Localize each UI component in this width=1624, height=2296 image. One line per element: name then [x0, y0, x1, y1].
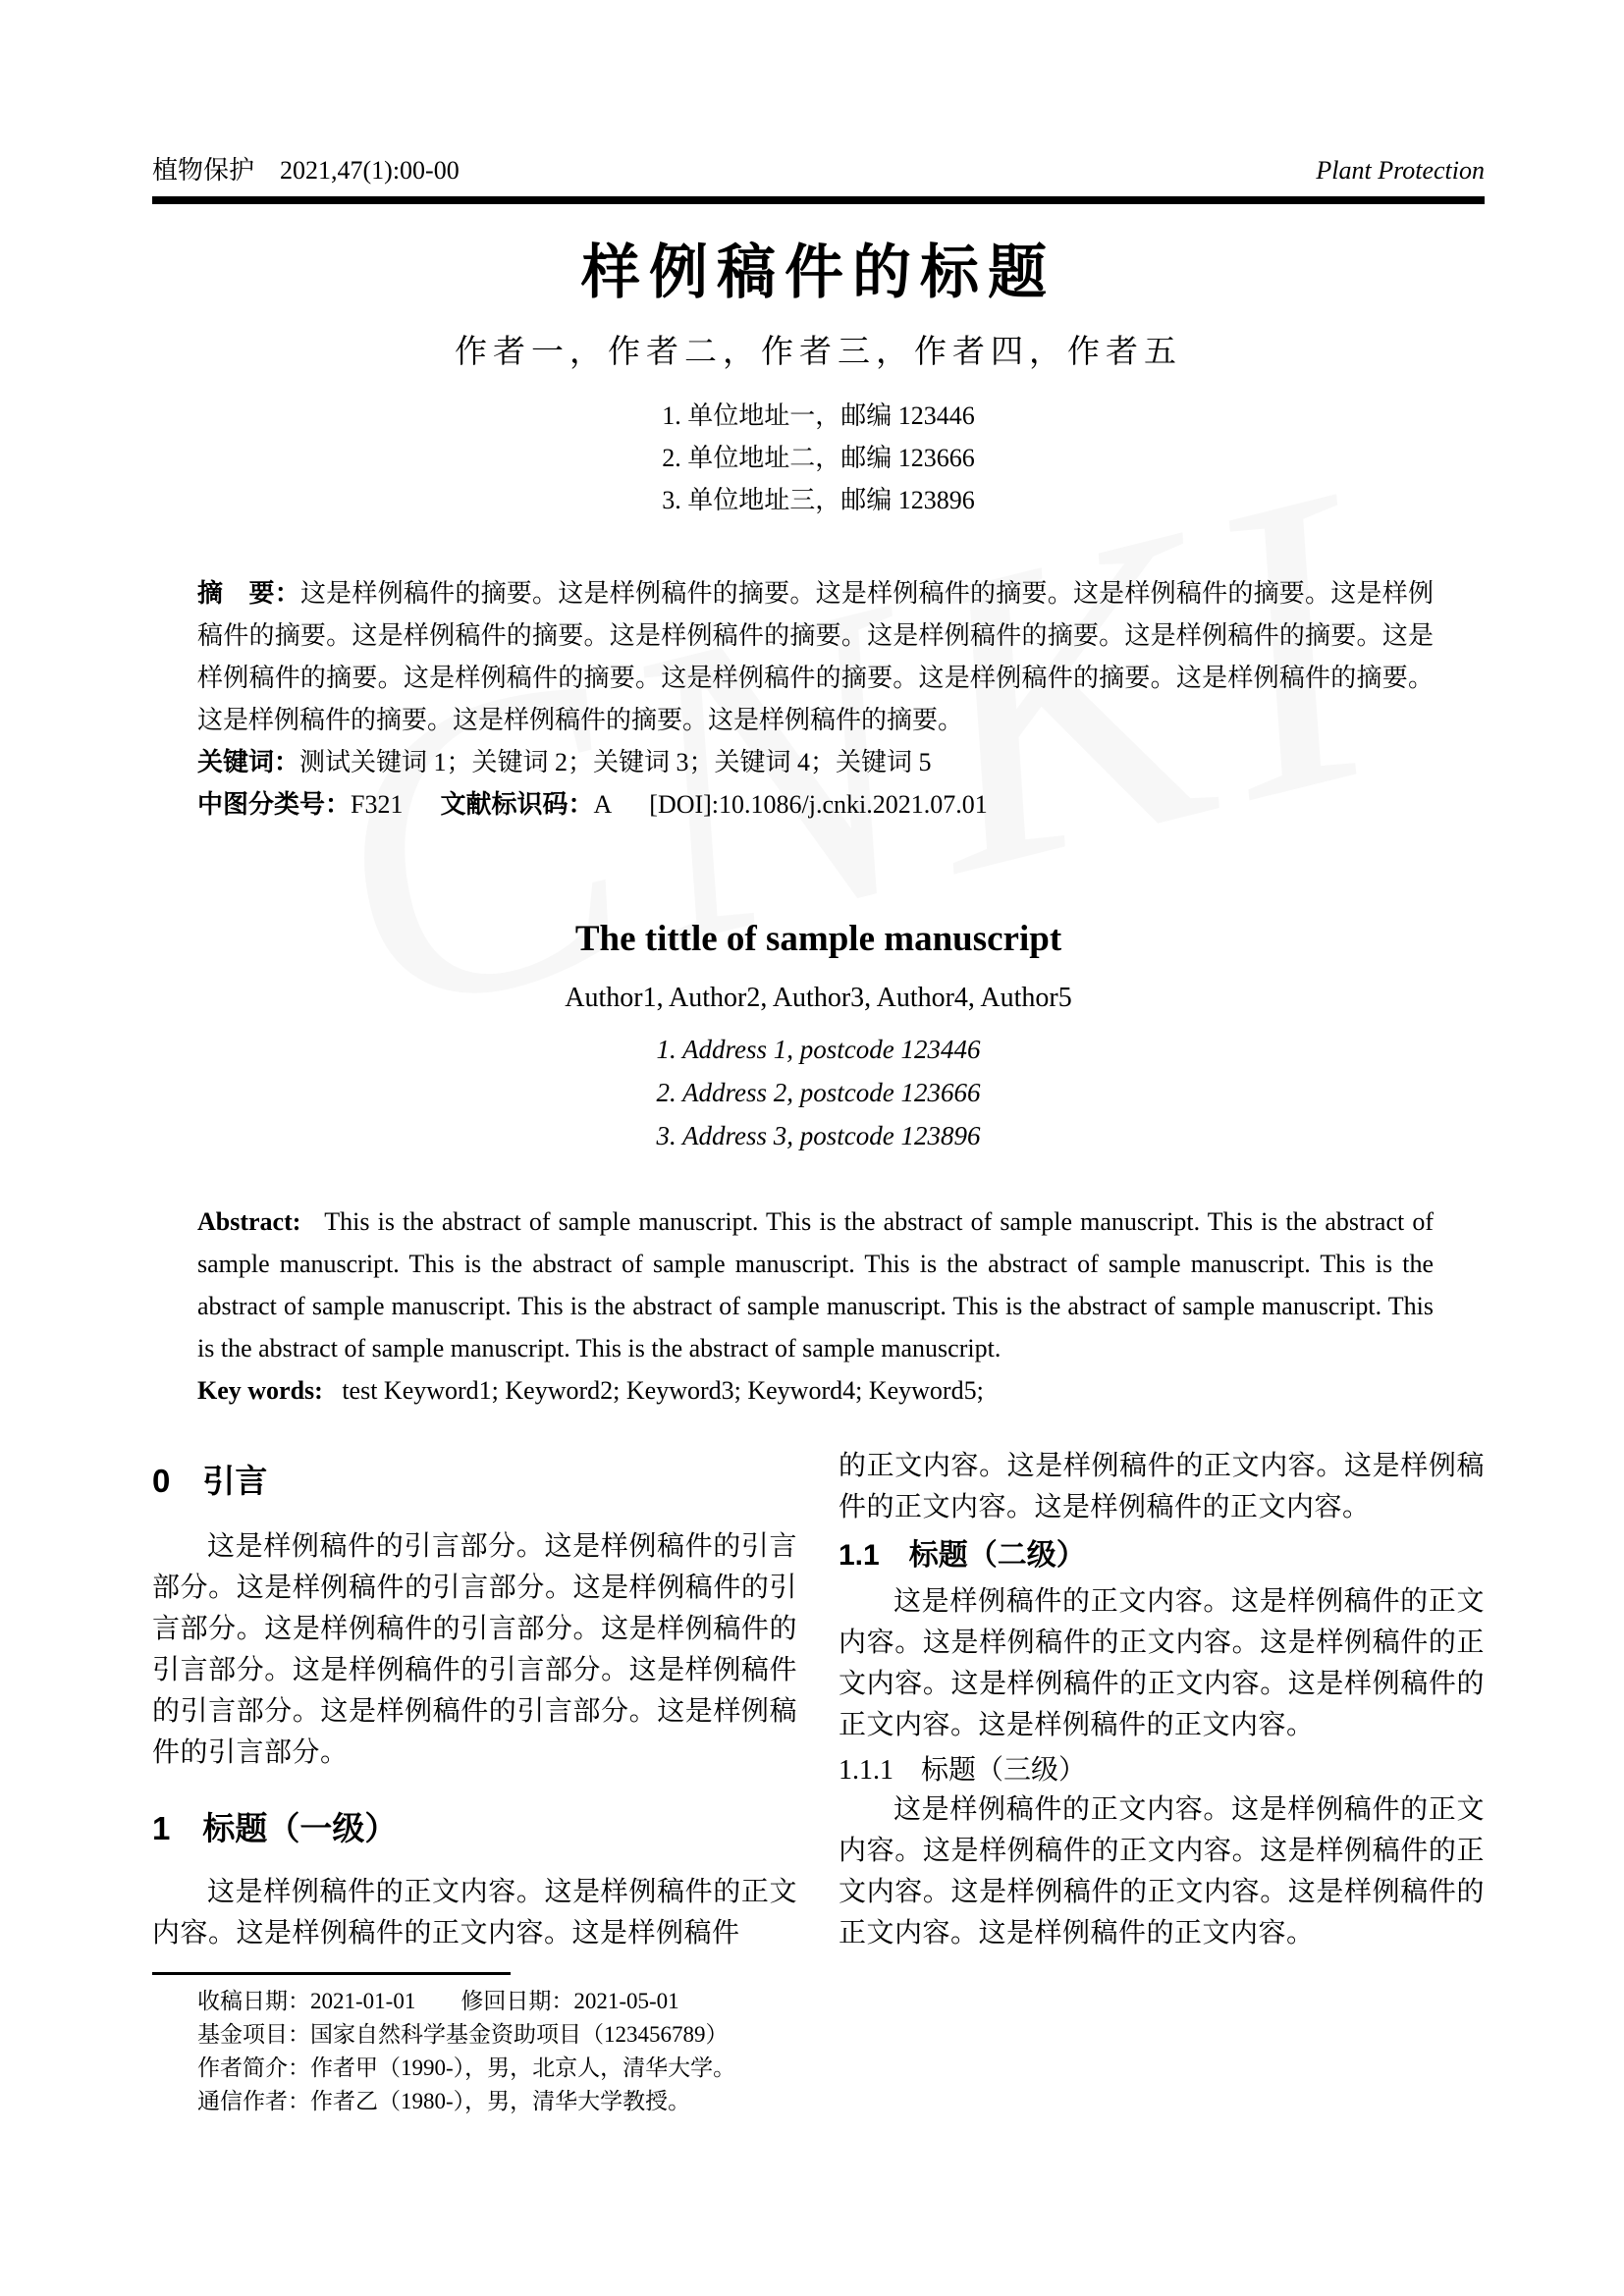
section1-paragraph-right: 的正文内容。这是样例稿件的正文内容。这是样例稿件的正文内容。这是样例稿件的正文内容。 [839, 1451, 1485, 1522]
heading-level1: 1 标题（一级） [152, 1810, 398, 1846]
doc-code-value: A [593, 790, 613, 819]
affiliation-line: 3. Address 3, postcode 123896 [656, 1121, 981, 1150]
keywords-text-en: test Keyword1; Keyword2; Keyword3; Keyword4; Keyword5; [342, 1376, 984, 1405]
abstract-text-zh: 这是样例稿件的摘要。这是样例稿件的摘要。这是样例稿件的摘要。这是样例稿件的摘要。这是样例稿件的摘要。这是样例稿件的摘要。这是样例稿件的摘要。这是样例稿件的摘要。这是样例稿件的摘要。这是样例稿件的摘要。这是样例稿件的摘要。这是样例稿件的摘要。这是样例稿件的摘要。这是样例稿件的摘要。这是样例稿件的摘要。这是样例稿件的摘要。这是样例稿件的摘要。 [197, 579, 1434, 734]
header-double-rule [152, 196, 1485, 204]
section11-paragraph: 这是样例稿件的正文内容。这是样例稿件的正文内容。这是样例稿件的正文内容。这是样例稿件的正文内容。这是样例稿件的正文内容。这是样例稿件的正文内容。这是样例稿件的正文内容。 [839, 1586, 1485, 1740]
footnote-funding: 基金项目：国家自然科学基金资助项目（123456789） [197, 2022, 729, 2047]
footnote-author-bio: 作者简介：作者甲（1990-），男，北京人，清华大学。 [197, 2056, 736, 2080]
affiliation-line: 1. Address 1, postcode 123446 [656, 1035, 981, 1064]
column-left [152, 1446, 797, 2118]
section1-paragraph-left: 这是样例稿件的正文内容。这是样例稿件的正文内容。这是样例稿件的正文内容。这是样例稿件 [152, 1877, 797, 1949]
article-title-en: The tittle of sample manuscript [574, 919, 1062, 959]
footnote-block [152, 1972, 797, 2118]
page-content [152, 0, 1485, 2118]
heading-level3: 1.1.1 标题（三级） [839, 1755, 1087, 1786]
authors-en: Author1, Author2, Author3, Author4, Author5 [565, 983, 1072, 1013]
column-right [839, 1446, 1485, 2118]
affiliation-line: 1. 单位地址一，邮编 123446 [662, 401, 975, 430]
abstract-en [152, 1201, 1485, 1369]
abstract-label-en: Abstract: [197, 1207, 301, 1236]
doi-text: [DOI]:10.1086/j.cnki.2021.07.01 [649, 790, 988, 819]
footnote-lines [152, 1985, 797, 2118]
running-head [152, 155, 1485, 187]
keywords-label-zh: 关键词： [197, 747, 300, 776]
heading-level2: 1.1 标题（二级） [839, 1539, 1086, 1572]
journal-name-citation: 植物保护 2021,47(1):00-00 [152, 156, 460, 185]
body-columns [152, 1446, 1485, 2118]
abstract-zh [152, 572, 1485, 741]
article-title-zh: 样例稿件的标题 [581, 240, 1056, 305]
abstract-text-en: This is the abstract of sample manuscript. This is the abstract of sample manuscript. This is the abstract of sample manuscript. This is the abstract of sample manuscript. This is the abstract of sample manuscript. This is the abstract of sample manuscript. This is the abstract of sample manuscript. This is the abstract of sample manuscript. This is the abstract of sample manuscript. This is the abstract of sample manuscript. [197, 1207, 1434, 1362]
section111-paragraph: 这是样例稿件的正文内容。这是样例稿件的正文内容。这是样例稿件的正文内容。这是样例稿件的正文内容。这是样例稿件的正文内容。这是样例稿件的正文内容。这是样例稿件的正文内容。 [839, 1794, 1485, 1949]
affiliations-en [152, 1028, 1485, 1157]
abstract-label-zh: 摘 要： [197, 578, 300, 608]
affiliation-line: 2. 单位地址二，邮编 123666 [662, 444, 975, 472]
keywords-label-en: Key words: [197, 1376, 323, 1405]
authors-zh: 作者一，作者二，作者三，作者四，作者五 [455, 335, 1182, 370]
clc-label: 中图分类号： [197, 789, 352, 819]
intro-paragraph: 这是样例稿件的引言部分。这是样例稿件的引言部分。这是样例稿件的引言部分。这是样例稿件的引言部分。这是样例稿件的引言部分。这是样例稿件的引言部分。这是样例稿件的引言部分。这是样例稿件的引言部分。这是样例稿件的引言部分。这是样例稿件的引言部分。 [152, 1531, 797, 1768]
keywords-en [152, 1369, 1485, 1413]
affiliation-line: 2. Address 2, postcode 123666 [656, 1078, 981, 1107]
footnote-received-revised: 收稿日期：2021-01-01 修回日期：2021-05-01 [197, 1989, 679, 2013]
affiliation-line: 3. 单位地址三，邮编 123896 [662, 486, 975, 514]
heading-introduction: 0 引言 [152, 1463, 268, 1499]
keywords-text-zh: 测试关键词 1；关键词 2；关键词 3；关键词 4；关键词 5 [299, 748, 932, 776]
keywords-zh [152, 741, 1485, 783]
doc-code-label: 文献标识码： [440, 789, 594, 819]
footnote-corresponding-author: 通信作者：作者乙（1980-），男，清华大学教授。 [197, 2089, 691, 2113]
classification-row [152, 783, 1485, 826]
affiliations-zh [152, 395, 1485, 521]
footnote-rule [152, 1972, 511, 1975]
clc-value: F321 [351, 790, 404, 819]
journal-name-english: Plant Protection [1316, 156, 1485, 185]
